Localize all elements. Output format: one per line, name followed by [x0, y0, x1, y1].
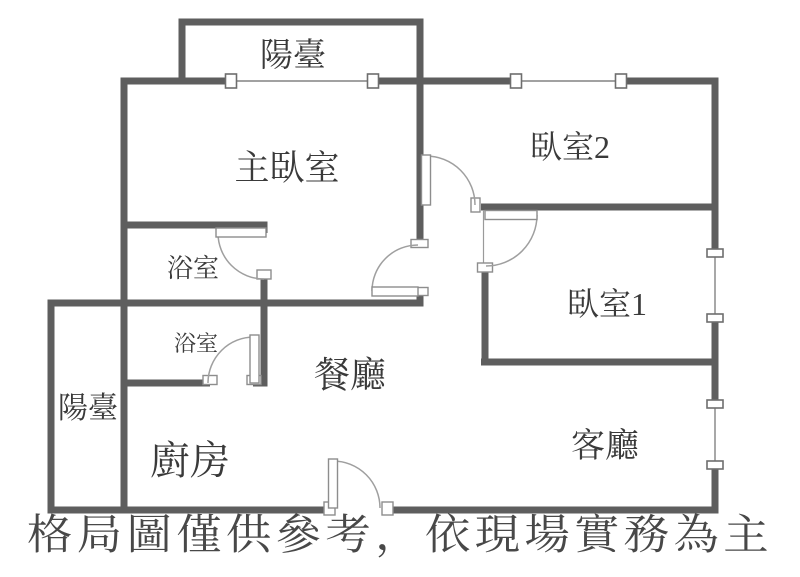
window-marker-icon — [511, 74, 522, 88]
room-labels — [58, 37, 647, 483]
door-arc — [426, 156, 475, 205]
door-leaf — [216, 228, 266, 237]
door-jamb — [203, 376, 217, 385]
room-label-living-room: 客廳 — [571, 428, 639, 465]
door-bedroom2 — [422, 155, 481, 212]
door-arc — [486, 215, 537, 266]
window-marker-icon — [707, 400, 723, 408]
door-arc — [372, 245, 418, 291]
door-jamb — [257, 270, 271, 279]
room-label-bathroom-lower: 浴室 — [173, 331, 219, 356]
window-marker-icon — [707, 314, 723, 322]
door-leaf — [485, 211, 537, 220]
door-leaf — [250, 335, 259, 383]
room-label-master-bedroom: 主臥室 — [234, 149, 340, 188]
room-label-bathroom-upper: 浴室 — [166, 254, 220, 283]
door-master-corridor — [372, 240, 428, 297]
window-marker-icon — [368, 74, 379, 88]
door-jamb — [411, 240, 428, 248]
window-marker-icon — [707, 461, 723, 469]
door-bedroom1 — [478, 210, 538, 272]
door-entrance — [324, 459, 393, 515]
room-label-bedroom-1: 臥室1 — [566, 286, 648, 322]
room-label-bedroom-2: 臥室2 — [529, 129, 611, 165]
door-jamb — [478, 263, 493, 272]
window-marker-icon — [707, 249, 723, 257]
window-marker-icon — [226, 74, 237, 88]
windows — [226, 74, 724, 469]
room-label-balcony-top: 陽臺 — [260, 38, 326, 74]
room-label-dining-room: 餐廳 — [313, 355, 387, 395]
door-leaf — [329, 459, 338, 508]
room-label-kitchen: 廚房 — [150, 438, 230, 483]
door-arc — [333, 461, 380, 508]
door-leaf — [372, 287, 418, 296]
room-label-balcony-left: 陽臺 — [58, 392, 118, 425]
disclaimer-text: 格局圖僅供參考，依現場實務為主 — [27, 513, 718, 559]
door-leaf — [422, 155, 431, 205]
door-bathroom-upper — [216, 228, 271, 279]
window-marker-icon — [616, 74, 627, 88]
